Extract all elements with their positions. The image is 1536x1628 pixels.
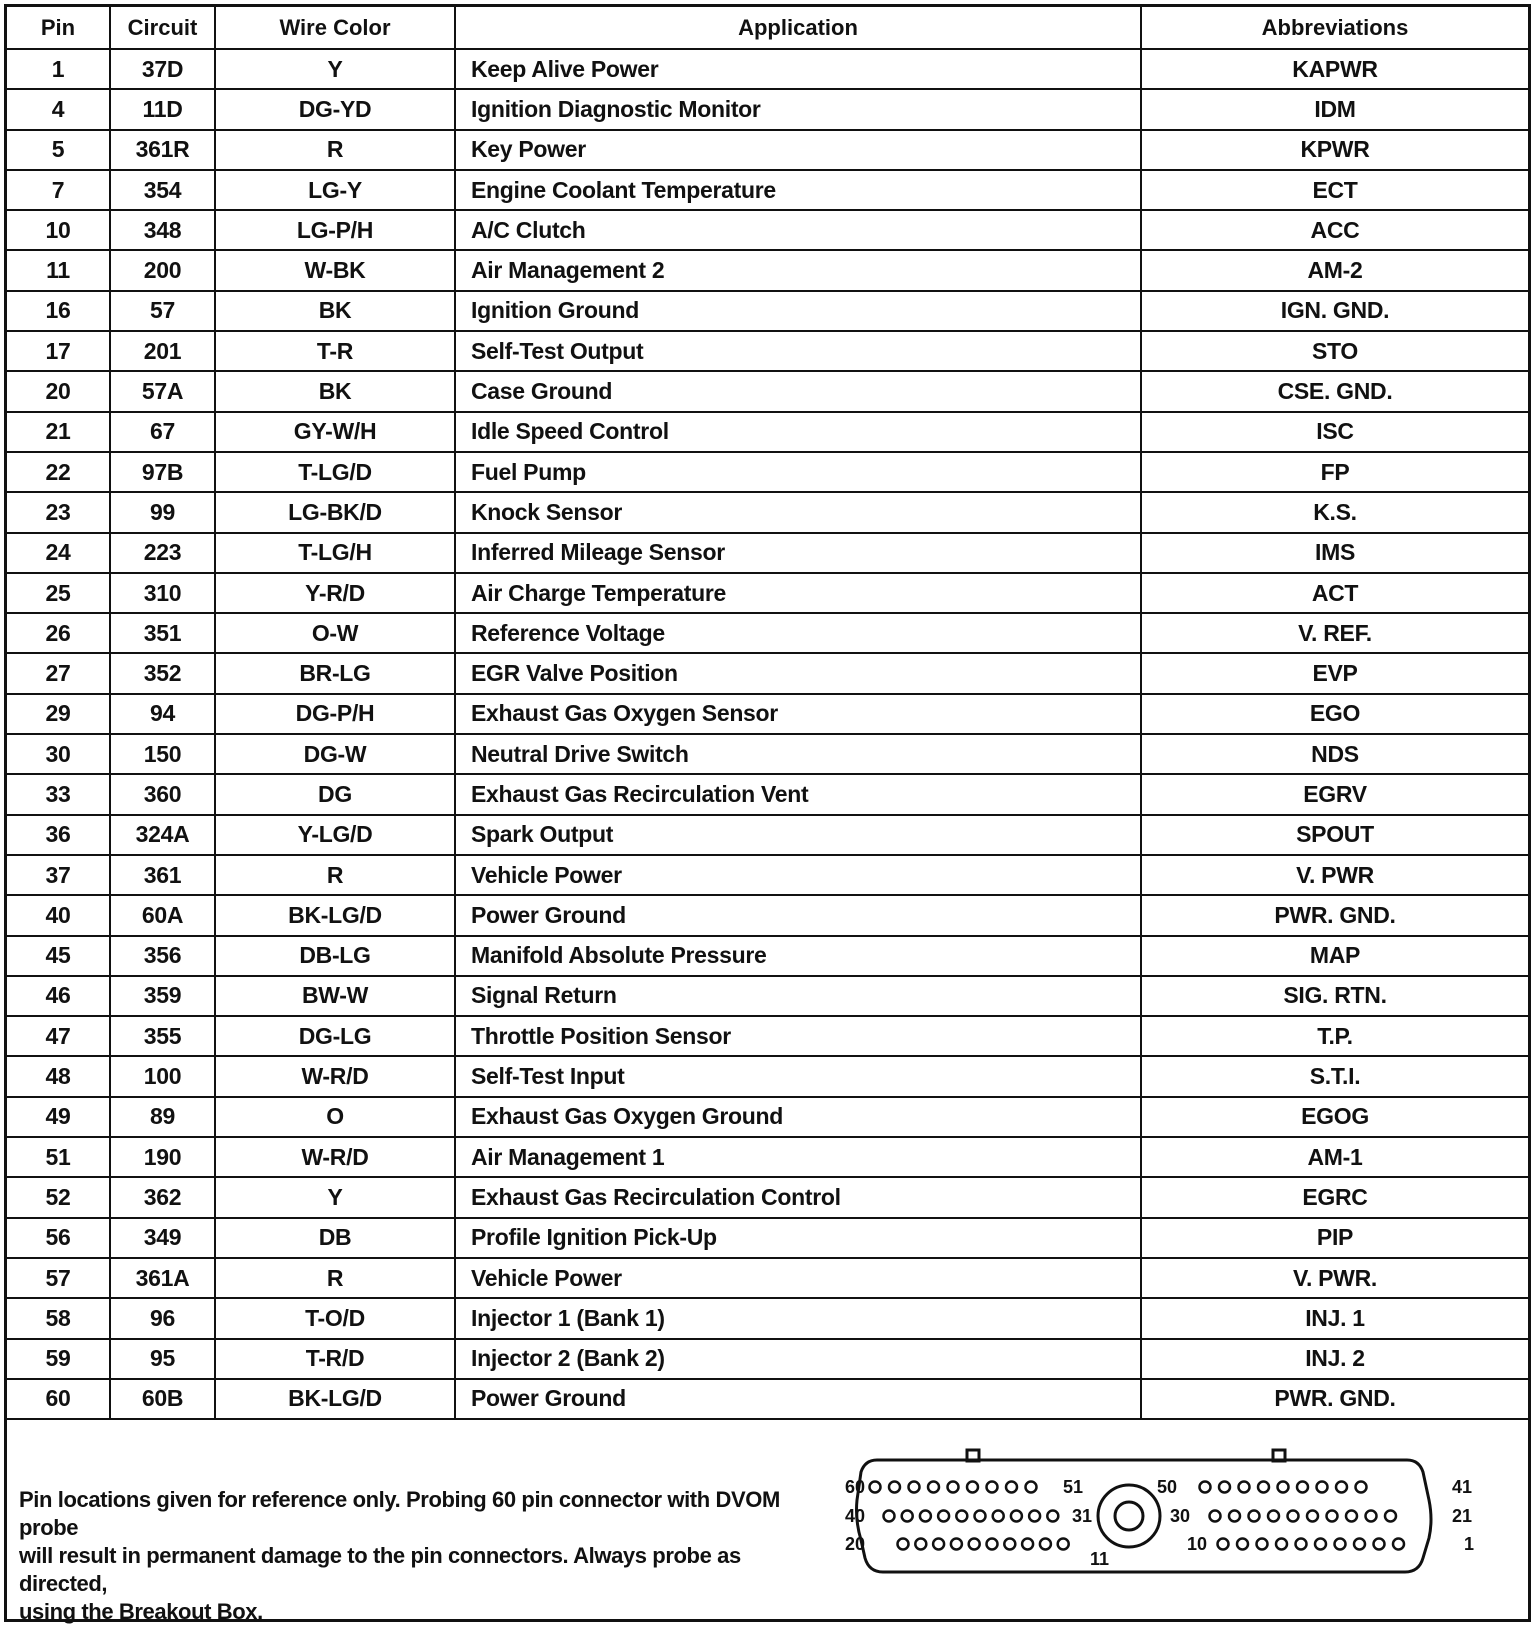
pin-hole (1258, 1482, 1269, 1493)
cell-circuit: 359 (110, 976, 215, 1016)
cell-wire-color: W-R/D (215, 1137, 455, 1177)
cell-abbreviation: IMS (1141, 533, 1528, 573)
cell-pin: 58 (7, 1298, 110, 1338)
cell-circuit: 37D (110, 49, 215, 89)
cell-wire-color: Y (215, 1177, 455, 1217)
cell-pin: 52 (7, 1177, 110, 1217)
cell-abbreviation: INJ. 1 (1141, 1298, 1528, 1338)
cell-abbreviation: EGRC (1141, 1177, 1528, 1217)
cell-pin: 30 (7, 734, 110, 774)
cell-pin: 16 (7, 291, 110, 331)
pin-hole (1004, 1539, 1015, 1550)
connector-label-50: 50 (1157, 1477, 1178, 1497)
pin-hole (969, 1539, 980, 1550)
pin-hole (1200, 1482, 1211, 1493)
pin-hole (933, 1539, 944, 1550)
header-abbreviations: Abbreviations (1141, 7, 1528, 49)
table-row (7, 49, 1528, 89)
connector-label-41: 41 (1452, 1477, 1473, 1497)
header-application: Application (455, 7, 1141, 49)
pin-hole (1249, 1511, 1260, 1522)
footer (7, 1420, 1528, 1624)
cell-application: Power Ground (455, 895, 1141, 935)
probe-warning-note (19, 1486, 819, 1626)
cell-pin: 22 (7, 452, 110, 492)
pin-hole (1040, 1539, 1051, 1550)
cell-pin: 49 (7, 1097, 110, 1137)
cell-pin: 46 (7, 976, 110, 1016)
pin-hole (1219, 1482, 1230, 1493)
cell-circuit: 57A (110, 371, 215, 411)
cell-circuit: 97B (110, 452, 215, 492)
cell-application: Vehicle Power (455, 855, 1141, 895)
pin-hole (1317, 1482, 1328, 1493)
cell-circuit: 351 (110, 613, 215, 653)
table-row (7, 1016, 1528, 1056)
pin-hole (951, 1539, 962, 1550)
table-row (7, 89, 1528, 129)
cell-abbreviation: ISC (1141, 412, 1528, 452)
pin-hole (1047, 1511, 1058, 1522)
pin-hole (1239, 1482, 1250, 1493)
cell-application: Injector 2 (Bank 2) (455, 1339, 1141, 1379)
cell-circuit: 349 (110, 1218, 215, 1258)
pin-hole (956, 1511, 967, 1522)
table-row (7, 170, 1528, 210)
cell-abbreviation: EGOG (1141, 1097, 1528, 1137)
table-row (7, 291, 1528, 331)
cell-pin: 26 (7, 613, 110, 653)
pin-hole (902, 1511, 913, 1522)
cell-abbreviation: IDM (1141, 89, 1528, 129)
pin-hole (1058, 1539, 1069, 1550)
table-row (7, 492, 1528, 532)
cell-pin: 51 (7, 1137, 110, 1177)
pin-hole (1297, 1482, 1308, 1493)
table-row (7, 895, 1528, 935)
cell-application: Engine Coolant Temperature (455, 170, 1141, 210)
cell-abbreviation: AM-2 (1141, 250, 1528, 290)
table-row (7, 250, 1528, 290)
cell-circuit: 96 (110, 1298, 215, 1338)
table-row (7, 694, 1528, 734)
cell-application: Air Charge Temperature (455, 573, 1141, 613)
cell-circuit: 201 (110, 331, 215, 371)
cell-application: Vehicle Power (455, 1258, 1141, 1298)
cell-circuit: 190 (110, 1137, 215, 1177)
cell-wire-color: DG-LG (215, 1016, 455, 1056)
table-row (7, 936, 1528, 976)
cell-abbreviation: ECT (1141, 170, 1528, 210)
cell-application: Idle Speed Control (455, 412, 1141, 452)
cell-pin: 23 (7, 492, 110, 532)
cell-pin: 57 (7, 1258, 110, 1298)
pin-rows (7, 49, 1528, 1419)
cell-application: Reference Voltage (455, 613, 1141, 653)
cell-circuit: 95 (110, 1339, 215, 1379)
table-row (7, 815, 1528, 855)
cell-pin: 36 (7, 815, 110, 855)
cell-application: Fuel Pump (455, 452, 1141, 492)
table-row (7, 1097, 1528, 1137)
connector-label-20: 20 (845, 1534, 866, 1554)
pin-hole (1374, 1539, 1385, 1550)
cell-abbreviation: V. PWR (1141, 855, 1528, 895)
cell-application: Case Ground (455, 371, 1141, 411)
cell-wire-color: BK (215, 371, 455, 411)
cell-circuit: 354 (110, 170, 215, 210)
pin-hole (1022, 1539, 1033, 1550)
cell-application: Manifold Absolute Pressure (455, 936, 1141, 976)
table-row (7, 371, 1528, 411)
cell-pin: 25 (7, 573, 110, 613)
table-row (7, 734, 1528, 774)
pin-hole (987, 1539, 998, 1550)
cell-wire-color: T-LG/D (215, 452, 455, 492)
cell-abbreviation: K.S. (1141, 492, 1528, 532)
header-wire-color: Wire Color (215, 7, 455, 49)
cell-pin: 60 (7, 1379, 110, 1419)
cell-wire-color: T-R (215, 331, 455, 371)
table-row (7, 1379, 1528, 1419)
cell-abbreviation: EGRV (1141, 774, 1528, 814)
cell-pin: 7 (7, 170, 110, 210)
cell-pin: 37 (7, 855, 110, 895)
table-row (7, 1056, 1528, 1096)
cell-circuit: 200 (110, 250, 215, 290)
pin-hole (1356, 1482, 1367, 1493)
cell-pin: 48 (7, 1056, 110, 1096)
cell-application: Key Power (455, 130, 1141, 170)
cell-abbreviation: AM-1 (1141, 1137, 1528, 1177)
cell-application: Neutral Drive Switch (455, 734, 1141, 774)
cell-application: Profile Ignition Pick-Up (455, 1218, 1141, 1258)
table-row (7, 855, 1528, 895)
cell-wire-color: T-R/D (215, 1339, 455, 1379)
cell-abbreviation: EGO (1141, 694, 1528, 734)
cell-circuit: 11D (110, 89, 215, 129)
cell-pin: 4 (7, 89, 110, 129)
table-row (7, 613, 1528, 653)
cell-abbreviation: INJ. 2 (1141, 1339, 1528, 1379)
table-row (7, 1298, 1528, 1338)
pin-hole (1307, 1511, 1318, 1522)
cell-wire-color: LG-Y (215, 170, 455, 210)
cell-application: Spark Output (455, 815, 1141, 855)
cell-application: Injector 1 (Bank 1) (455, 1298, 1141, 1338)
cell-wire-color: W-BK (215, 250, 455, 290)
pin-hole (909, 1482, 920, 1493)
cell-circuit: 100 (110, 1056, 215, 1096)
pin-hole (1026, 1482, 1037, 1493)
cell-pin: 24 (7, 533, 110, 573)
pin-hole (870, 1482, 881, 1493)
cell-abbreviation: PWR. GND. (1141, 1379, 1528, 1419)
cell-circuit: 57 (110, 291, 215, 331)
cell-application: Self-Test Output (455, 331, 1141, 371)
pin-hole (1029, 1511, 1040, 1522)
pin-hole (1011, 1511, 1022, 1522)
pin-hole (993, 1511, 1004, 1522)
pin-hole (1257, 1539, 1268, 1550)
cell-circuit: 99 (110, 492, 215, 532)
pin-hole (889, 1482, 900, 1493)
cell-wire-color: DB-LG (215, 936, 455, 976)
pin-hole (967, 1482, 978, 1493)
cell-application: Self-Test Input (455, 1056, 1141, 1096)
cell-wire-color: R (215, 855, 455, 895)
cell-application: Signal Return (455, 976, 1141, 1016)
cell-abbreviation: FP (1141, 452, 1528, 492)
cell-application: Ignition Ground (455, 291, 1141, 331)
cell-application: Keep Alive Power (455, 49, 1141, 89)
connector-label-60: 60 (845, 1477, 866, 1497)
header-pin: Pin (7, 7, 110, 49)
cell-circuit: 67 (110, 412, 215, 452)
cell-wire-color: R (215, 130, 455, 170)
cell-circuit: 355 (110, 1016, 215, 1056)
pin-hole (898, 1539, 909, 1550)
cell-application: Air Management 1 (455, 1137, 1141, 1177)
cell-application: Exhaust Gas Oxygen Ground (455, 1097, 1141, 1137)
cell-wire-color: LG-BK/D (215, 492, 455, 532)
pin-table (7, 7, 1528, 1420)
cell-abbreviation: PWR. GND. (1141, 895, 1528, 935)
cell-pin: 45 (7, 936, 110, 976)
pin-hole (915, 1539, 926, 1550)
connector-label-10: 10 (1187, 1534, 1208, 1554)
cell-circuit: 94 (110, 694, 215, 734)
cell-wire-color: BK-LG/D (215, 1379, 455, 1419)
table-row (7, 130, 1528, 170)
table-row (7, 774, 1528, 814)
cell-pin: 17 (7, 331, 110, 371)
table-row (7, 331, 1528, 371)
header-row (7, 7, 1528, 49)
pin-hole (1288, 1511, 1299, 1522)
cell-circuit: 356 (110, 936, 215, 976)
pin-hole (1210, 1511, 1221, 1522)
pin-hole (1393, 1539, 1404, 1550)
cell-wire-color: R (215, 1258, 455, 1298)
pin-hole (1385, 1511, 1396, 1522)
cell-circuit: 60B (110, 1379, 215, 1419)
cell-abbreviation: MAP (1141, 936, 1528, 976)
table-row (7, 1137, 1528, 1177)
cell-circuit: 352 (110, 653, 215, 693)
cell-pin: 10 (7, 210, 110, 250)
pin-hole (1354, 1539, 1365, 1550)
cell-abbreviation: CSE. GND. (1141, 371, 1528, 411)
cell-circuit: 360 (110, 774, 215, 814)
cell-pin: 56 (7, 1218, 110, 1258)
cell-pin: 47 (7, 1016, 110, 1056)
table-row (7, 533, 1528, 573)
pin-hole (1218, 1539, 1229, 1550)
cell-circuit: 310 (110, 573, 215, 613)
cell-circuit: 60A (110, 895, 215, 935)
cell-application: Exhaust Gas Recirculation Vent (455, 774, 1141, 814)
cell-abbreviation: S.T.I. (1141, 1056, 1528, 1096)
pin-hole (1346, 1511, 1357, 1522)
cell-wire-color: Y (215, 49, 455, 89)
cell-wire-color: BK (215, 291, 455, 331)
cell-circuit: 361A (110, 1258, 215, 1298)
pin-hole (1315, 1539, 1326, 1550)
pin-hole (948, 1482, 959, 1493)
cell-application: Air Management 2 (455, 250, 1141, 290)
connector-label-11: 11 (1090, 1549, 1110, 1569)
connector-label-40: 40 (845, 1506, 866, 1526)
table-row (7, 1339, 1528, 1379)
connector-center-key-inner (1115, 1502, 1143, 1530)
cell-wire-color: Y-R/D (215, 573, 455, 613)
note-line: Pin locations given for reference only. Probing 60 pin connector with DVOM probe (19, 1487, 780, 1540)
connector-label-30: 30 (1170, 1506, 1191, 1526)
cell-circuit: 348 (110, 210, 215, 250)
pin-chart-sheet (4, 4, 1531, 1622)
cell-pin: 21 (7, 412, 110, 452)
cell-application: Throttle Position Sensor (455, 1016, 1141, 1056)
cell-abbreviation: T.P. (1141, 1016, 1528, 1056)
cell-wire-color: T-O/D (215, 1298, 455, 1338)
pin-hole (928, 1482, 939, 1493)
pin-hole (1336, 1482, 1347, 1493)
table-row (7, 1177, 1528, 1217)
cell-circuit: 362 (110, 1177, 215, 1217)
table-row (7, 412, 1528, 452)
table-row (7, 653, 1528, 693)
cell-wire-color: DB (215, 1218, 455, 1258)
pin-hole (1366, 1511, 1377, 1522)
cell-wire-color: T-LG/H (215, 533, 455, 573)
cell-application: Exhaust Gas Oxygen Sensor (455, 694, 1141, 734)
connector-label-51: 51 (1063, 1477, 1084, 1497)
connector-label-31: 31 (1072, 1506, 1093, 1526)
pin-hole (1276, 1539, 1287, 1550)
cell-pin: 33 (7, 774, 110, 814)
cell-abbreviation: KAPWR (1141, 49, 1528, 89)
table-row (7, 1258, 1528, 1298)
pin-hole (987, 1482, 998, 1493)
cell-wire-color: O (215, 1097, 455, 1137)
pin-hole (1229, 1511, 1240, 1522)
cell-pin: 29 (7, 694, 110, 734)
cell-abbreviation: EVP (1141, 653, 1528, 693)
cell-pin: 59 (7, 1339, 110, 1379)
cell-application: Inferred Mileage Sensor (455, 533, 1141, 573)
cell-pin: 27 (7, 653, 110, 693)
cell-application: Exhaust Gas Recirculation Control (455, 1177, 1141, 1217)
cell-abbreviation: SPOUT (1141, 815, 1528, 855)
cell-abbreviation: IGN. GND. (1141, 291, 1528, 331)
cell-circuit: 150 (110, 734, 215, 774)
cell-wire-color: GY-W/H (215, 412, 455, 452)
pin-hole (938, 1511, 949, 1522)
cell-circuit: 89 (110, 1097, 215, 1137)
pin-hole (920, 1511, 931, 1522)
cell-wire-color: O-W (215, 613, 455, 653)
cell-circuit: 361 (110, 855, 215, 895)
table-row (7, 976, 1528, 1016)
pin-hole (1327, 1511, 1338, 1522)
cell-wire-color: DG-YD (215, 89, 455, 129)
cell-wire-color: Y-LG/D (215, 815, 455, 855)
cell-abbreviation: SIG. RTN. (1141, 976, 1528, 1016)
cell-pin: 1 (7, 49, 110, 89)
pin-hole (1335, 1539, 1346, 1550)
cell-pin: 20 (7, 371, 110, 411)
cell-application: Power Ground (455, 1379, 1141, 1419)
connector-label-21: 21 (1452, 1506, 1473, 1526)
cell-abbreviation: PIP (1141, 1218, 1528, 1258)
pin-hole (1237, 1539, 1248, 1550)
cell-wire-color: W-R/D (215, 1056, 455, 1096)
pin-hole (1296, 1539, 1307, 1550)
pin-hole (1268, 1511, 1279, 1522)
cell-wire-color: BK-LG/D (215, 895, 455, 935)
cell-wire-color: DG (215, 774, 455, 814)
cell-abbreviation: NDS (1141, 734, 1528, 774)
pin-hole (1278, 1482, 1289, 1493)
table-row (7, 210, 1528, 250)
cell-pin: 11 (7, 250, 110, 290)
cell-pin: 40 (7, 895, 110, 935)
cell-abbreviation: ACC (1141, 210, 1528, 250)
cell-abbreviation: ACT (1141, 573, 1528, 613)
cell-abbreviation: V. REF. (1141, 613, 1528, 653)
connector-label-1: 1 (1464, 1534, 1475, 1554)
cell-wire-color: DG-P/H (215, 694, 455, 734)
cell-application: Ignition Diagnostic Monitor (455, 89, 1141, 129)
pin-hole (884, 1511, 895, 1522)
cell-circuit: 324A (110, 815, 215, 855)
connector-center-key-outer (1098, 1485, 1160, 1547)
table-row (7, 452, 1528, 492)
header-circuit: Circuit (110, 7, 215, 49)
pin-holes (870, 1482, 1405, 1550)
cell-pin: 5 (7, 130, 110, 170)
cell-application: A/C Clutch (455, 210, 1141, 250)
cell-wire-color: BR-LG (215, 653, 455, 693)
note-line: will result in permanent damage to the pin connectors. Always probe as directed, (19, 1543, 741, 1596)
cell-application: Knock Sensor (455, 492, 1141, 532)
cell-abbreviation: KPWR (1141, 130, 1528, 170)
connector-diagram (837, 1440, 1536, 1600)
cell-circuit: 223 (110, 533, 215, 573)
cell-abbreviation: STO (1141, 331, 1528, 371)
cell-application: EGR Valve Position (455, 653, 1141, 693)
cell-wire-color: BW-W (215, 976, 455, 1016)
cell-wire-color: DG-W (215, 734, 455, 774)
cell-circuit: 361R (110, 130, 215, 170)
note-line: using the Breakout Box. (19, 1599, 263, 1624)
pin-hole (975, 1511, 986, 1522)
table-row (7, 1218, 1528, 1258)
cell-abbreviation: V. PWR. (1141, 1258, 1528, 1298)
table-row (7, 573, 1528, 613)
pin-hole (1006, 1482, 1017, 1493)
cell-wire-color: LG-P/H (215, 210, 455, 250)
